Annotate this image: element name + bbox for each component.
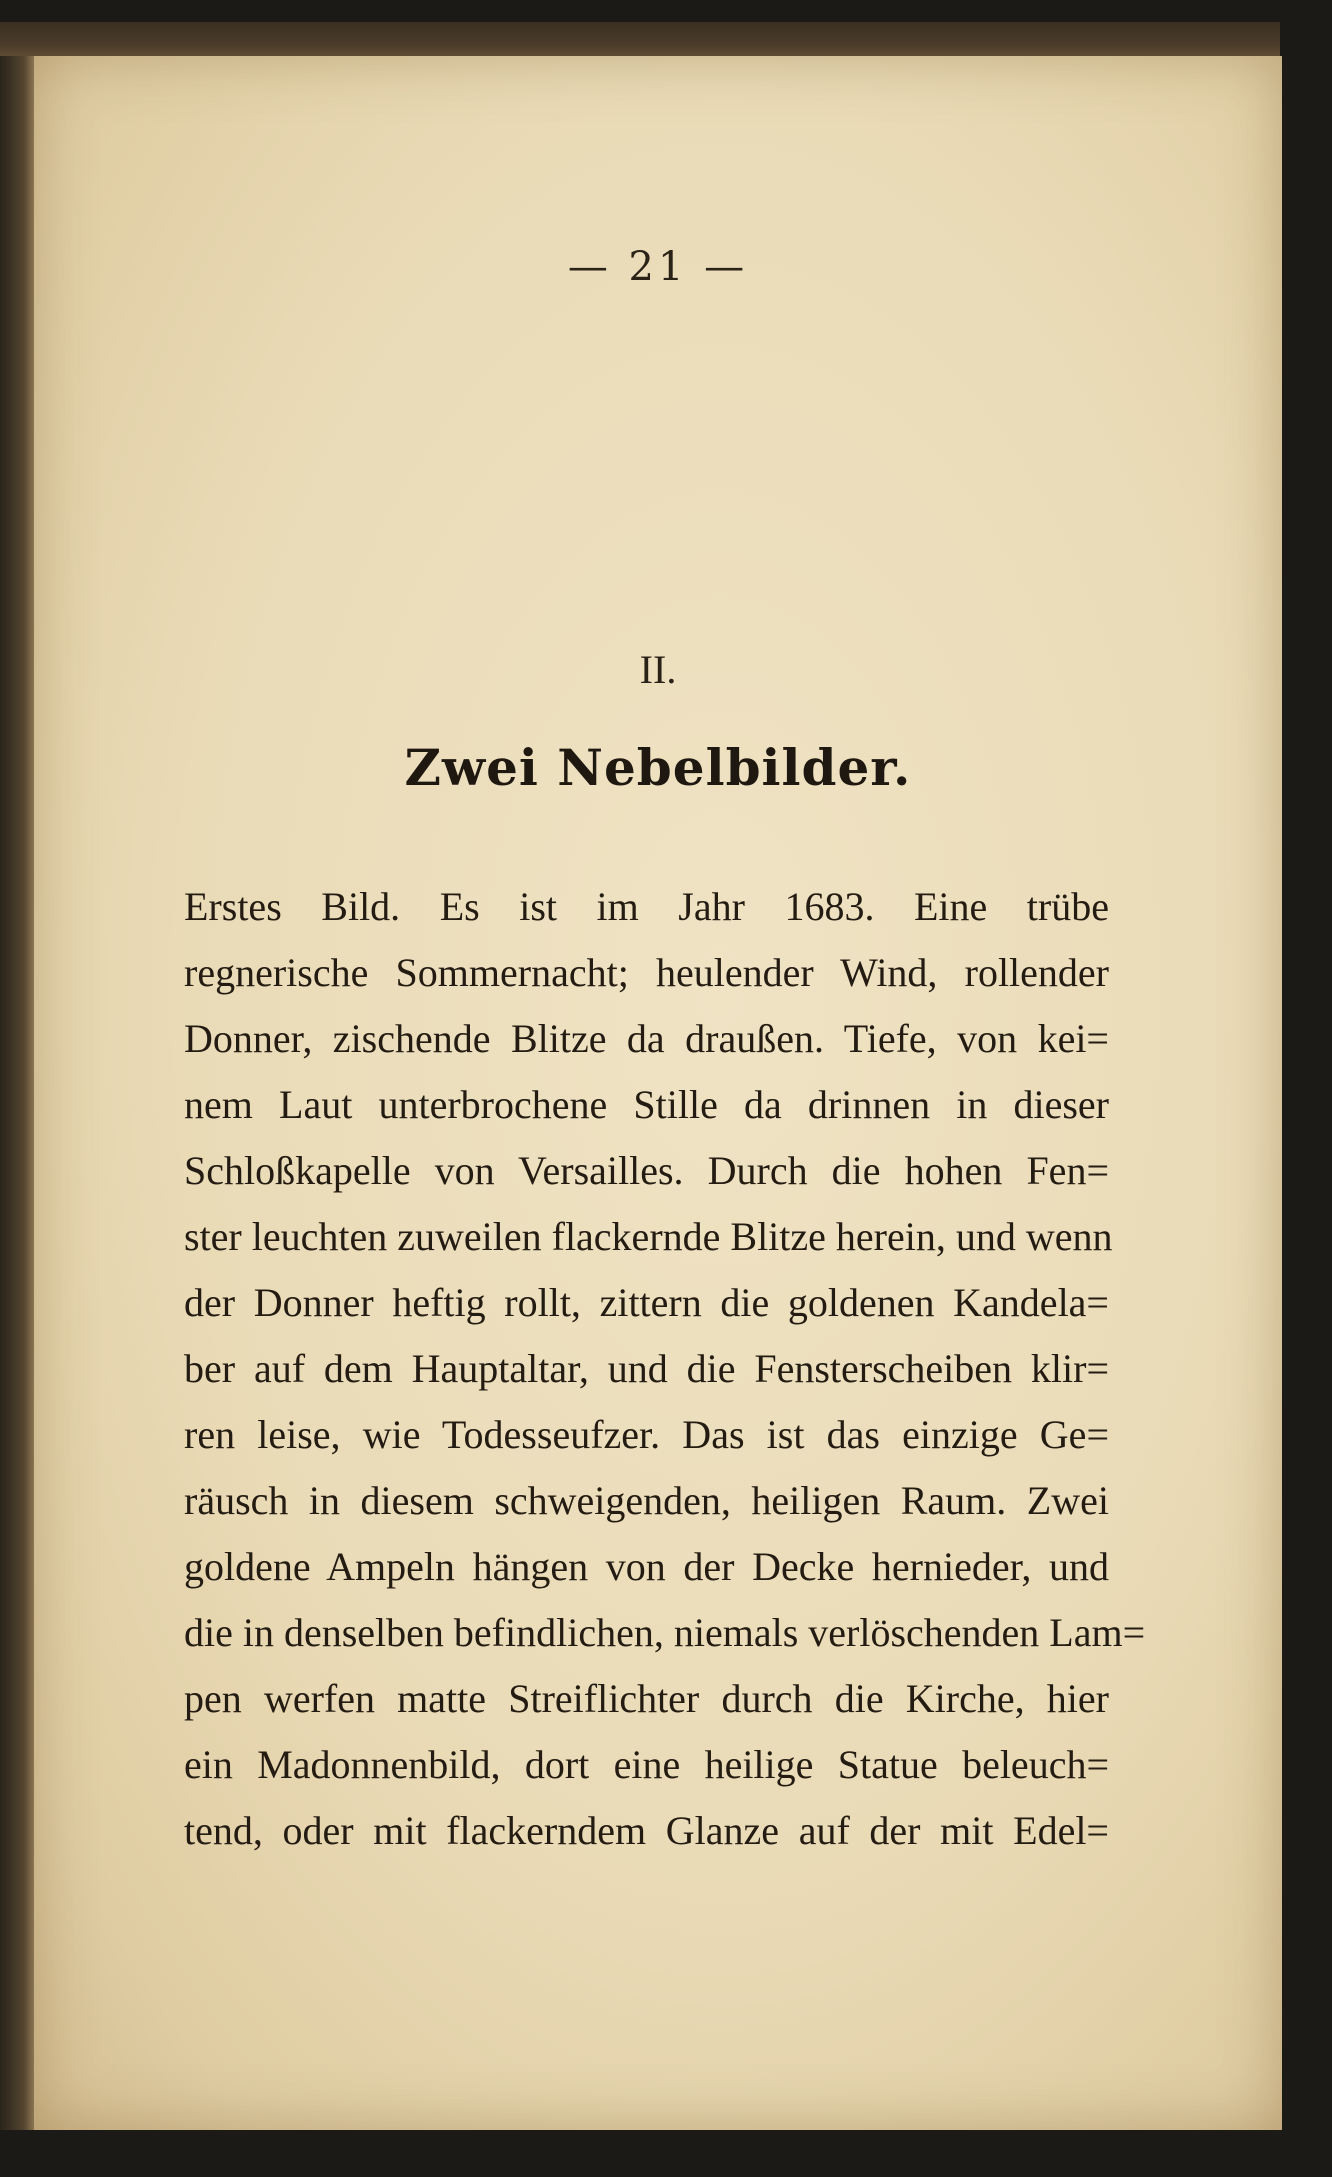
text-line: pen werfen matte Streiflichter durch die Kirche, hier: [184, 1676, 1109, 1721]
text-line: regnerische Sommernacht; heulender Wind, rollender: [184, 950, 1109, 995]
page-number: — 21 —: [567, 244, 749, 290]
text-line: Erstes Bild. Es ist im Jahr 1683. Eine trübe: [184, 884, 1109, 929]
text-line: die in denselben befindlichen, niemals verlöschenden Lam=: [184, 1610, 1146, 1655]
text-line: räusch in diesem schweigenden, heiligen Raum. Zwei: [184, 1478, 1109, 1523]
text-line: Schloßkapelle von Versailles. Durch die hohen Fen=: [184, 1148, 1109, 1193]
text-line: ren leise, wie Todesseufzer. Das ist das einzige Ge=: [184, 1412, 1109, 1457]
chapter-numeral: II.: [639, 647, 677, 692]
text-line: goldene Ampeln hängen von der Decke hernieder, und: [184, 1544, 1109, 1589]
text-line: Donner, zischende Blitze da draußen. Tiefe, von kei=: [184, 1016, 1109, 1061]
text-line: ein Madonnenbild, dort eine heilige Statue beleuch=: [184, 1742, 1109, 1787]
text-line: nem Laut unterbrochene Stille da drinnen in dieser: [184, 1082, 1109, 1127]
chapter-title: Zwei Nebelbilder.: [404, 738, 912, 797]
body-text: [184, 874, 1146, 1864]
text-line: ber auf dem Hauptaltar, und die Fensterscheiben klir=: [184, 1346, 1109, 1391]
text-line: tend, oder mit flackerndem Glanze auf der mit Edel=: [184, 1808, 1109, 1853]
text-line: der Donner heftig rollt, zittern die goldenen Kandela=: [184, 1280, 1109, 1325]
book-page: [34, 56, 1282, 2130]
text-line: ster leuchten zuweilen flackernde Blitze herein, und wenn: [184, 1214, 1113, 1259]
book-spine: [0, 56, 34, 2130]
